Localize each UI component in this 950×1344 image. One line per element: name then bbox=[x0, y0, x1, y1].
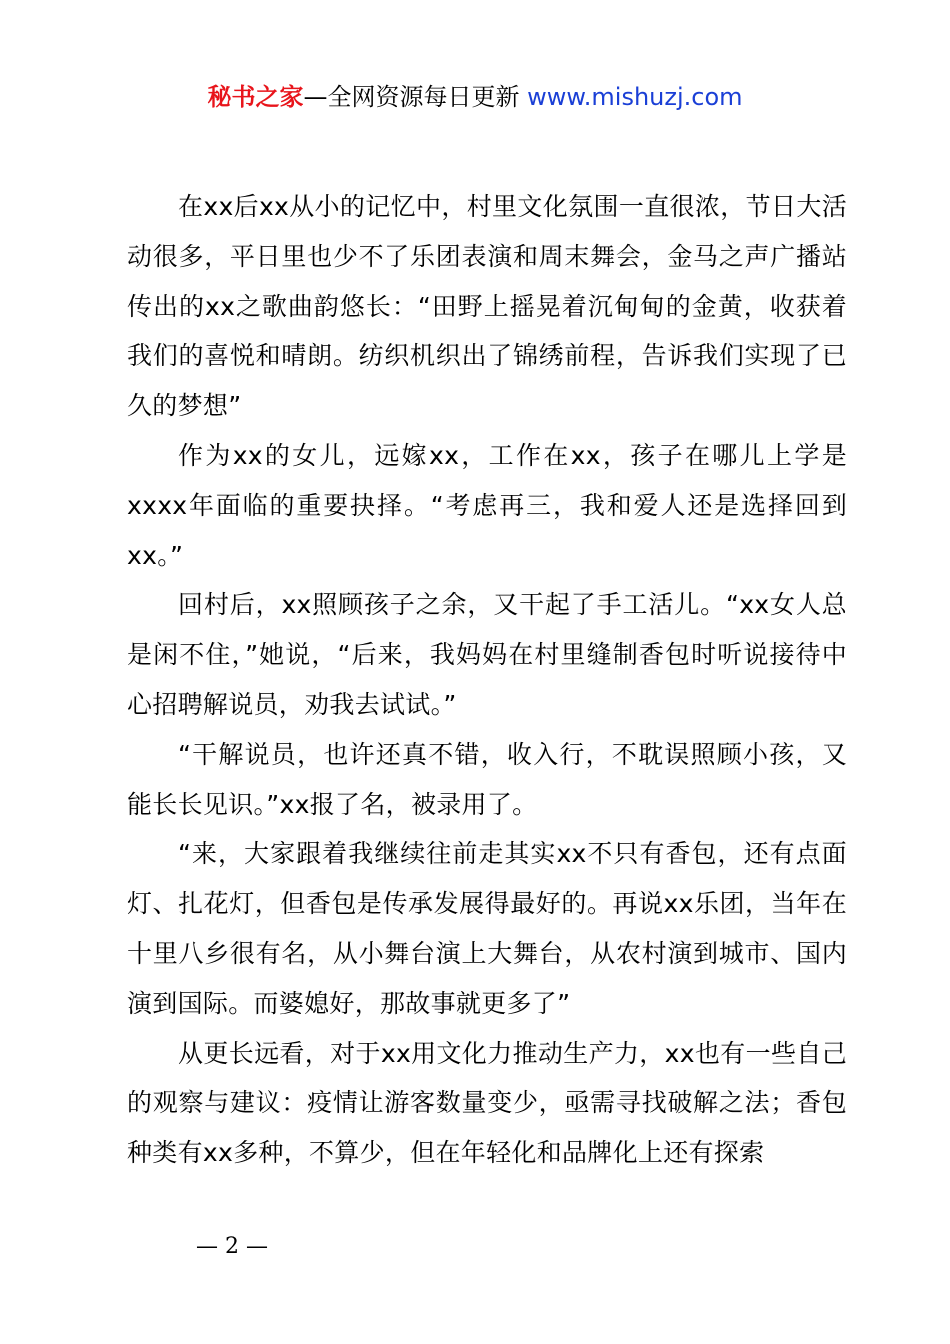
paragraph: “干解说员，也许还真不错，收入行，不耽误照顾小孩，又能长长见识。”xx报了名，被录用了。 bbox=[127, 739, 847, 819]
website-link[interactable]: www.mishuzj.com bbox=[527, 83, 743, 111]
header-tagline: —全网资源每日更新 bbox=[303, 83, 520, 111]
paragraph: 在xx后xx从小的记忆中，村里文化氛围一直很浓，节日大活动很多，平日里也少不了乐团表演和周末舞会，金马之声广播站传出的xx之歌曲韵悠长：“田野上摇晃着沉甸甸的金黄，收获着我们的喜悦和晴朗。纺织机织出了锦绣前程，告诉我们实现了已久的梦想” bbox=[127, 192, 847, 421]
paragraph: “来，大家跟着我继续往前走其实xx不只有香包，还有点面灯、扎花灯，但香包是传承发展得最好的。再说xx乐团，当年在十里八乡很有名，从小舞台演上大舞台，从农村演到城市、国内演到国际。而婆媳好，那故事就更多了” bbox=[127, 839, 847, 1018]
page-number: — 2 — bbox=[196, 1234, 268, 1259]
paragraph: 从更长远看，对于xx用文化力推动生产力，xx也有一些自己的观察与建议：疫情让游客数量变少，亟需寻找破解之法；香包种类有xx多种，不算少，但在年轻化和品牌化上还有探索 bbox=[127, 1038, 847, 1168]
page-header bbox=[0, 80, 950, 114]
document-body bbox=[127, 182, 847, 1178]
brand-name: 秘书之家 bbox=[207, 83, 304, 111]
paragraph: 回村后，xx照顾孩子之余，又干起了手工活儿。“xx女人总是闲不住，”她说，“后来，我妈妈在村里缝制香包时听说接待中心招聘解说员，劝我去试试。” bbox=[127, 590, 847, 719]
paragraph: 作为xx的女儿，远嫁xx，工作在xx，孩子在哪儿上学是xxxx年面临的重要抉择。“考虑再三，我和爱人还是选择回到xx。” bbox=[127, 440, 847, 570]
